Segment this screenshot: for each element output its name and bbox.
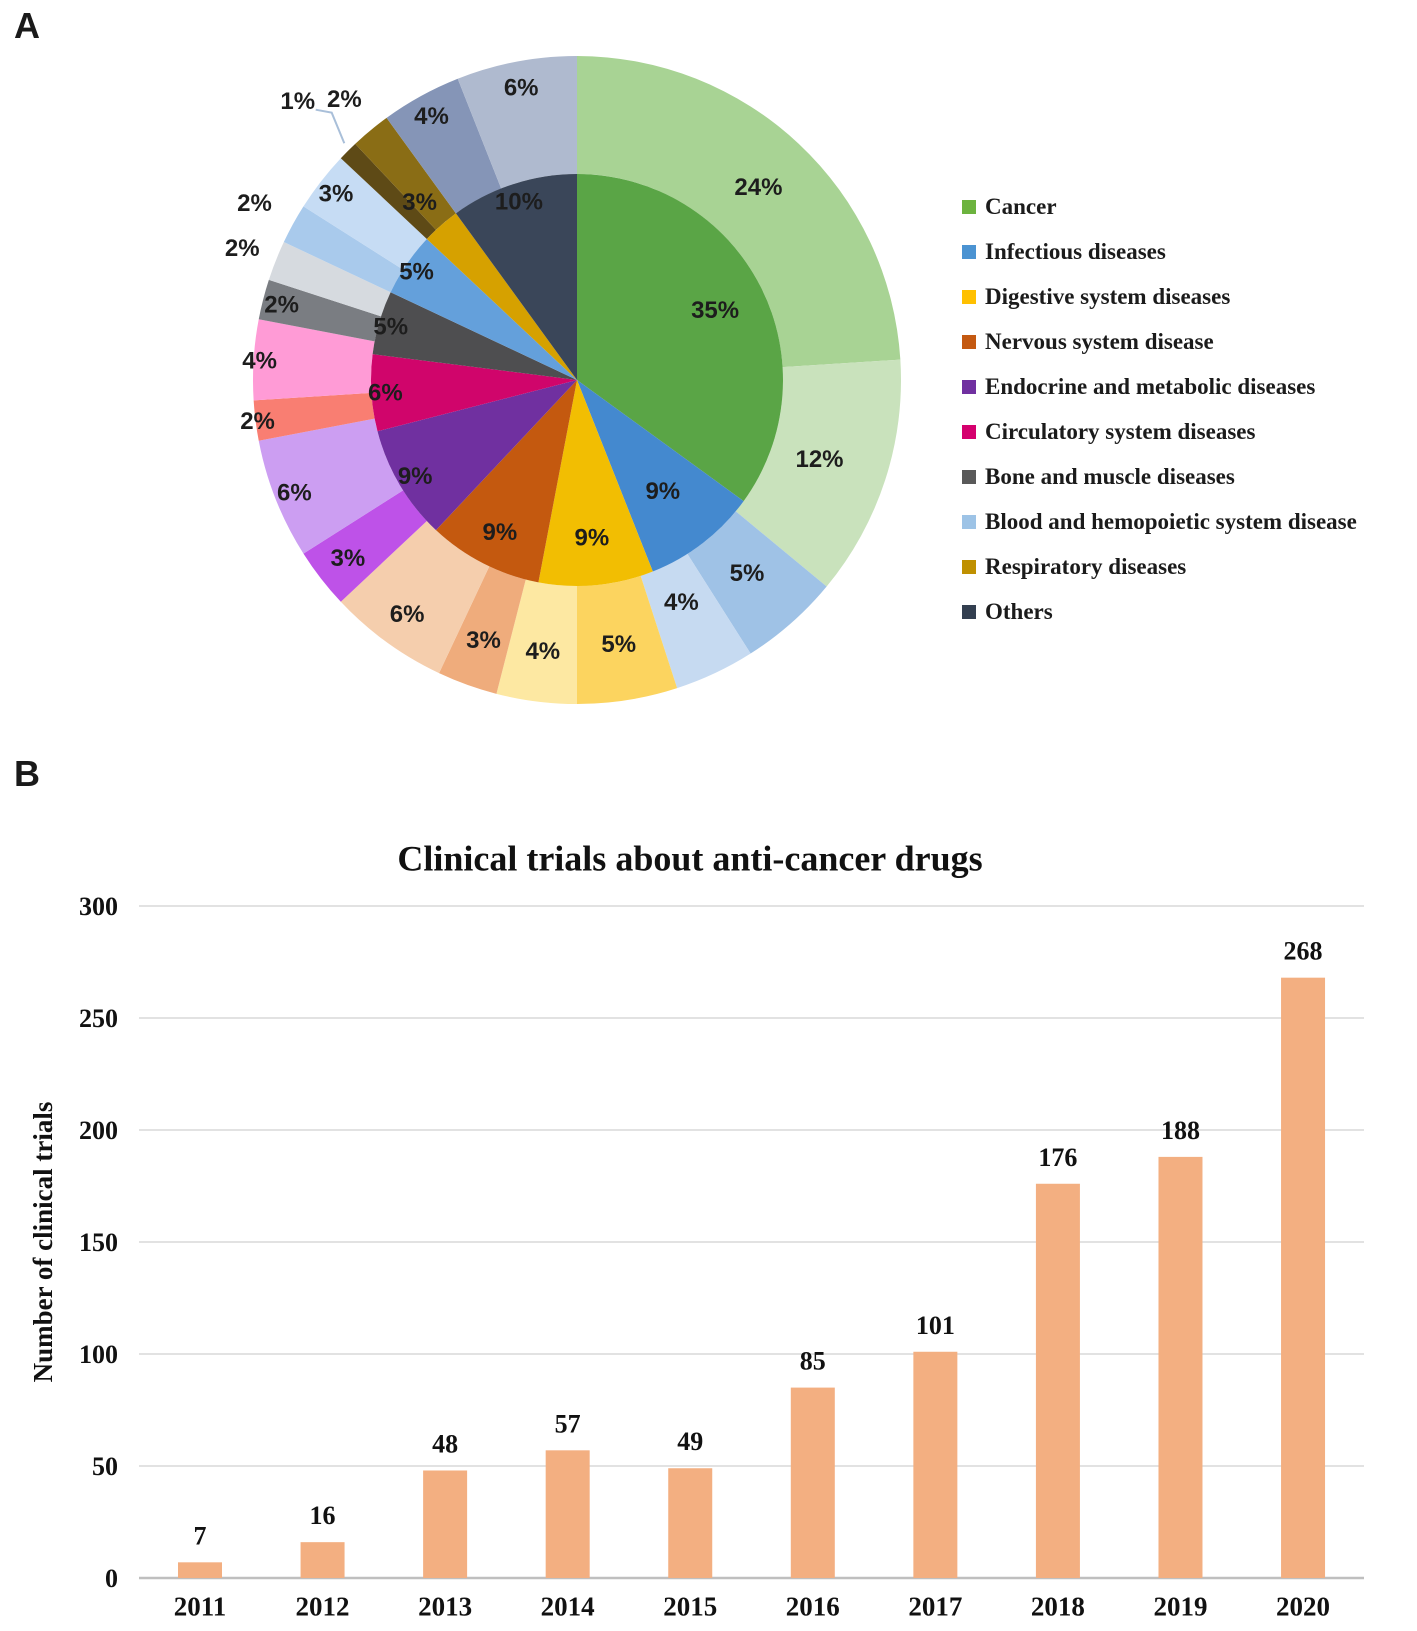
legend-label: Nervous system disease [985,328,1214,354]
bar-2019 [1158,1157,1202,1578]
legend-label: Others [985,598,1053,624]
pie-outer-pct-label-bone-and-muscle-diseases-13: 2% [224,234,260,262]
disease-share-donut-chart [0,0,950,745]
legend-label: Blood and hemopoietic system disease [985,508,1357,534]
pie-outer-pct-label-digestive-system-diseases-5: 4% [525,638,561,666]
x-tick-label-2011: 2011 [173,1591,227,1622]
legend-swatch-digestive-system-diseases [962,290,976,304]
pie-leader-line [316,110,345,144]
pie-outer-pct-label-cancer-1: 12% [795,446,844,474]
legend-label: Bone and muscle diseases [985,463,1235,489]
pie-inner-pct-label-blood-and-hemopoietic-system-disease: 5% [399,258,434,286]
bar-2017 [913,1352,957,1578]
pie-outer-pct-label-infectious-diseases-3: 4% [663,589,699,617]
pie-outer-pct-label-respiratory-diseases-17: 2% [326,86,362,114]
pie-outer-pct-label-circulatory-system-diseases-11: 4% [242,347,277,375]
bar-value-label-2020: 268 [1283,936,1323,966]
pie-outer-pct-label-bone-and-muscle-diseases-12: 2% [264,291,299,319]
bar-value-label-2014: 57 [554,1409,581,1439]
legend-label: Circulatory system diseases [985,418,1256,444]
pie-outer-pct-label-infectious-diseases-2: 5% [729,560,765,588]
clinical-trials-bar-chart [0,740,1417,1631]
pie-outer-pct-label-cancer-0: 24% [734,174,783,202]
x-tick-label-2017: 2017 [908,1591,963,1622]
legend-swatch-cancer [962,200,976,214]
y-tick-label-0: 0 [105,1564,118,1594]
pie-outer-pct-label-respiratory-diseases-16: 1% [280,88,316,116]
bar-value-label-2012: 16 [309,1501,336,1531]
bar-2018 [1036,1184,1080,1578]
x-tick-label-2016: 2016 [785,1591,840,1622]
legend-label: Cancer [985,193,1057,219]
bar-2013 [423,1470,467,1578]
y-axis-title: Number of clinical trials [28,1101,58,1383]
bar-value-label-2017: 101 [915,1310,955,1340]
legend-swatch-respiratory-diseases [962,560,976,574]
y-tick-label-150: 150 [79,1228,118,1258]
pie-legend [962,184,1414,634]
legend-item-nervous-system-disease [962,319,1414,364]
bar-2011 [178,1562,222,1578]
pie-inner-pct-label-infectious-diseases: 9% [645,478,681,506]
pie-outer-pct-label-others-19: 6% [503,74,539,102]
pie-inner-pct-label-endocrine-and-metabolic-diseases: 9% [397,463,433,491]
pie-outer-pct-label-others-18: 4% [414,102,449,130]
legend-label: Infectious diseases [985,238,1166,264]
bar-value-label-2019: 188 [1160,1115,1200,1145]
pie-inner-pct-label-nervous-system-disease: 9% [482,518,518,546]
y-tick-label-50: 50 [92,1452,118,1482]
legend-label: Endocrine and metabolic diseases [985,373,1316,399]
panel-b-label: B [14,753,40,794]
pie-inner-pct-label-bone-and-muscle-diseases: 5% [373,313,409,341]
bar-value-label-2011: 7 [193,1521,207,1551]
bar-value-label-2013: 48 [432,1429,459,1459]
pie-outer-pct-label-nervous-system-disease-7: 6% [389,601,425,629]
legend-item-infectious-diseases [962,229,1414,274]
pie-outer-pct-label-digestive-system-diseases-4: 5% [601,631,637,659]
y-tick-label-100: 100 [79,1340,118,1370]
y-tick-label-250: 250 [79,1004,118,1034]
y-tick-label-300: 300 [79,892,118,922]
x-tick-label-2019: 2019 [1153,1591,1208,1622]
pie-outer-pct-label-endocrine-and-metabolic-diseases-8: 3% [330,545,366,573]
pie-outer-pct-label-endocrine-and-metabolic-diseases-9: 6% [277,479,312,507]
legend-swatch-infectious-diseases [962,245,976,259]
legend-item-blood-and-hemopoietic-system-disease [962,499,1414,544]
legend-item-cancer [962,184,1414,229]
x-tick-label-2020: 2020 [1276,1591,1331,1622]
pie-inner-pct-label-respiratory-diseases: 3% [402,188,437,216]
pie-outer-pct-label-nervous-system-disease-6: 3% [466,627,501,655]
bar-value-label-2015: 49 [677,1427,704,1457]
legend-swatch-circulatory-system-diseases [962,425,976,439]
pie-inner-pct-label-digestive-system-diseases: 9% [574,524,610,552]
pie-outer-pct-label-blood-and-hemopoietic-system-disease-14: 2% [237,190,272,218]
pie-outer-pct-label-circulatory-system-diseases-10: 2% [240,407,275,435]
pie-inner-pct-label-circulatory-system-diseases: 6% [368,379,403,407]
bar-value-label-2018: 176 [1038,1142,1078,1172]
x-tick-label-2014: 2014 [540,1591,595,1622]
legend-swatch-blood-and-hemopoietic-system-disease [962,515,976,529]
legend-swatch-endocrine-and-metabolic-diseases [962,380,976,394]
legend-label: Digestive system diseases [985,283,1231,309]
x-tick-label-2013: 2013 [418,1591,473,1622]
legend-swatch-bone-and-muscle-diseases [962,470,976,484]
x-tick-label-2012: 2012 [295,1591,350,1622]
bar-2012 [301,1542,345,1578]
bar-2014 [546,1450,590,1578]
legend-item-endocrine-and-metabolic-diseases [962,364,1414,409]
x-tick-label-2015: 2015 [663,1591,718,1622]
bar-2020 [1281,978,1325,1578]
x-tick-label-2018: 2018 [1030,1591,1085,1622]
legend-swatch-others [962,605,976,619]
legend-item-bone-and-muscle-diseases [962,454,1414,499]
bar-chart-title: Clinical trials about anti-cancer drugs [397,838,983,879]
legend-item-respiratory-diseases [962,544,1414,589]
pie-inner-pct-label-others: 10% [494,188,543,216]
pie-inner-pct-label-cancer: 35% [691,297,740,325]
panel-a-label: A [14,5,40,46]
legend-swatch-nervous-system-disease [962,335,976,349]
pie-outer-pct-label-blood-and-hemopoietic-system-disease-15: 3% [318,180,354,208]
legend-item-digestive-system-diseases [962,274,1414,319]
legend-label: Respiratory diseases [985,553,1187,579]
y-tick-label-200: 200 [79,1116,118,1146]
bar-value-label-2016: 85 [799,1346,826,1376]
bar-2016 [791,1388,835,1578]
legend-item-circulatory-system-diseases [962,409,1414,454]
legend-item-others [962,589,1414,634]
bar-2015 [668,1468,712,1578]
